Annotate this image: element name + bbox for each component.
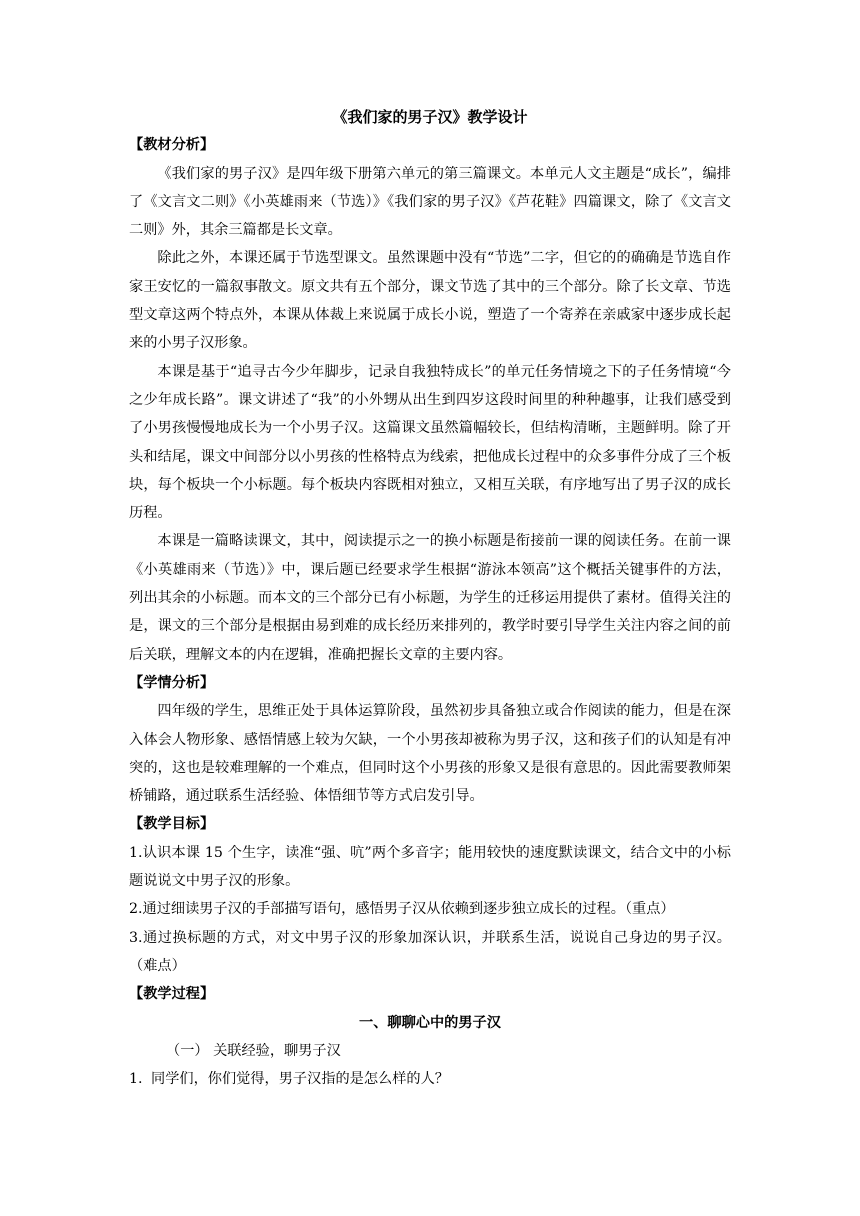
section-heading-process: 【教学过程】 xyxy=(129,986,215,1003)
textbook-paragraph-4: 本课是一篇略读课文，其中，阅读提示之一的换小标题是衔接前一课的阅读任务。在前一课《小英雄雨来（节选）》中，课后题已经要求学生根据“游泳本领高”这个概括关键事件的方法，列出其余的小标题。而本文的三个部分已有小标题，为学生的迁移运用提供了素材。值得关注的是，课文的三个部分是根据由易到难的成长经历来排列的，教学时要引导学生关注内容之间的前后关联，理解文本的内在逻辑，准确把握长文章的主要内容。 xyxy=(129,533,731,663)
document-body xyxy=(129,103,731,1093)
textbook-paragraph-2: 除此之外，本课还属于节选型课文。虽然课题中没有“节选”二字，但它的的确确是节选自作家王安忆的一篇叙事散文。原文共有五个部分，课文节选了其中的三个部分。除了长文章、节选型文章这两个特点外，本课从体裁上来说属于成长小说，塑造了一个寄养在亲戚家中逐步成长起来的小男子汉形象。 xyxy=(129,250,731,352)
document-title: 《我们家的男子汉》教学设计 xyxy=(332,108,528,126)
goal-item-2: 2.通过细读男子汉的手部描写语句，感悟男子汉从依赖到逐步独立成长的过程。（重点） xyxy=(129,901,675,918)
textbook-paragraph-1: 《我们家的男子汉》是四年级下册第六单元的第三篇课文。本单元人文主题是“成长”，编排了《文言文二则》《小英雄雨来（节选）》《我们家的男子汉》《芦花鞋》四篇课文，除了《文言文二则》外，其余三篇都是长文章。 xyxy=(129,165,731,239)
process-subheading: 一、聊聊心中的男子汉 xyxy=(359,1014,501,1031)
question-number: 1. xyxy=(129,1071,143,1088)
learner-paragraph: 四年级的学生，思维正处于具体运算阶段，虽然初步具备独立或合作阅读的能力，但是在深入体会人物形象、感悟情感上较为欠缺，一个小男孩却被称为男子汉，这和孩子们的认知是有冲突的，这也是较难理解的一个难点，但同时这个小男孩的形象又是很有意思的。因此需要教师架桥铺路，通过联系生活经验、体悟细节等方式启发引导。 xyxy=(129,703,731,805)
section-heading-learner: 【学情分析】 xyxy=(129,674,215,691)
goal-item-3: 3.通过换标题的方式，对文中男子汉的形象加深认识，并联系生活，说说自己身边的男子汉。（难点） xyxy=(129,929,731,974)
section-heading-textbook: 【教材分析】 xyxy=(129,137,215,154)
section-heading-goals: 【教学目标】 xyxy=(129,816,215,833)
question-text: 同学们，你们觉得，男子汉指的是怎么样的人？ xyxy=(151,1071,449,1088)
process-question-1 xyxy=(129,1065,731,1093)
process-subsection-1: （一） 关联经验，聊男子汉 xyxy=(166,1042,341,1059)
textbook-paragraph-3: 本课是基于“追寻古今少年脚步，记录自我独特成长”的单元任务情境之下的子任务情境“今之少年成长路”。课文讲述了“我”的小外甥从出生到四岁这段时间里的种种趣事，让我们感受到了小男孩慢慢地成长为一个小男子汉。这篇课文虽然篇幅较长，但结构清晰，主题鲜明。除了开头和结尾，课文中间部分以小男孩的性格特点为线索，把他成长过程中的众多事件分成了三个板块，每个板块一个小标题。每个板块内容既相对独立，又相互关联，有序地写出了男子汉的成长历程。 xyxy=(129,363,731,522)
goal-item-1: 1.认识本课 15 个生字，读准“强、吭”两个多音字；能用较快的速度默读课文，结合文中的小标题说说文中男子汉的形象。 xyxy=(129,844,731,890)
